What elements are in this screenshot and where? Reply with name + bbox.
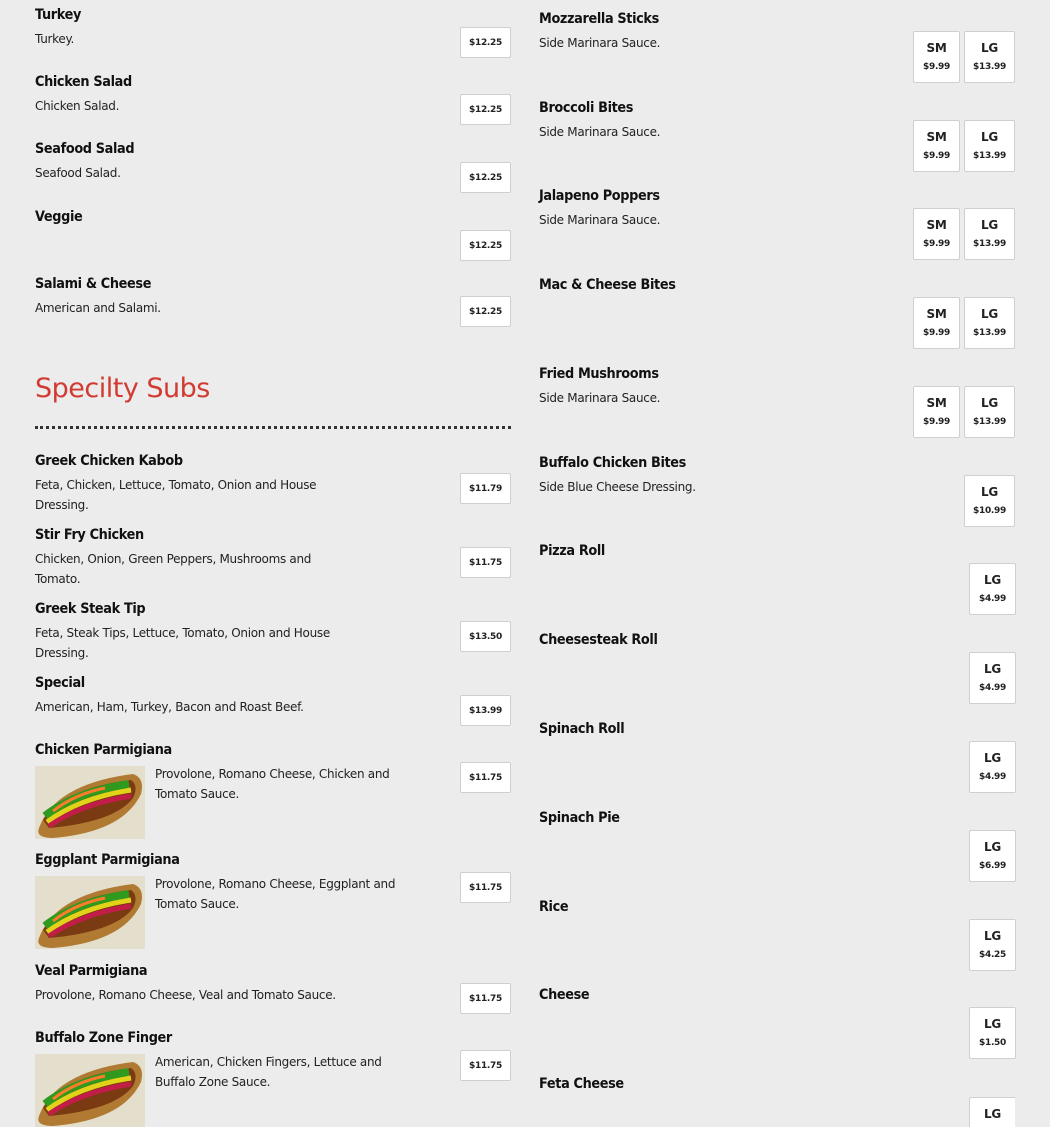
size-price: $9.99 (923, 328, 950, 338)
item-title: Greek Chicken Kabob (35, 453, 183, 469)
item-description: Provolone, Romano Cheese, Chicken and Tomato Sauce. (155, 767, 390, 801)
size-label: LG (984, 1017, 1001, 1031)
item-title: Veal Parmigiana (35, 963, 148, 979)
menu-item-turkey[interactable] (35, 7, 511, 67)
item-description: Chicken Salad. (35, 99, 120, 113)
item-title: Cheese (539, 987, 590, 1003)
item-title: Veggie (35, 209, 83, 225)
menu-item-chicken-salad[interactable] (35, 74, 511, 134)
size-label: SM (926, 130, 947, 144)
price-button[interactable]: $13.50 (460, 621, 511, 652)
item-title: Jalapeno Poppers (539, 188, 660, 204)
price-button[interactable]: $12.25 (460, 162, 511, 193)
size-large-button[interactable] (969, 1007, 1016, 1059)
item-title: Greek Steak Tip (35, 601, 146, 617)
item-description: Side Marinara Sauce. (539, 213, 661, 227)
size-large-button[interactable] (964, 386, 1015, 438)
menu-item-greek-steak-tip[interactable] (35, 601, 511, 667)
size-large-button[interactable] (964, 120, 1015, 172)
size-large-button[interactable] (969, 652, 1016, 704)
item-title: Pizza Roll (539, 543, 605, 559)
item-title: Stir Fry Chicken (35, 527, 144, 543)
size-large-button[interactable] (964, 208, 1015, 260)
menu-item-pizza-roll[interactable] (539, 543, 1015, 627)
size-price: $4.99 (979, 594, 1006, 604)
size-label: LG (981, 41, 998, 55)
size-large-button[interactable] (969, 741, 1016, 793)
menu-item-seafood-salad[interactable] (35, 141, 511, 201)
price-button[interactable]: $11.79 (460, 473, 511, 504)
item-title: Buffalo Chicken Bites (539, 455, 686, 471)
item-title: Chicken Parmigiana (35, 742, 172, 758)
menu-item-stir-fry-chicken[interactable] (35, 527, 511, 593)
size-price: $9.99 (923, 417, 950, 427)
price-button[interactable]: $11.75 (460, 547, 511, 578)
item-description: American, Ham, Turkey, Bacon and Roast Beef. (35, 700, 304, 714)
size-label: SM (926, 41, 947, 55)
size-price: $10.99 (973, 506, 1006, 516)
size-label: LG (984, 751, 1001, 765)
size-price: $4.99 (979, 772, 1006, 782)
size-small-button[interactable] (913, 120, 960, 172)
size-large-button[interactable] (969, 830, 1016, 882)
menu-item-cheese[interactable] (539, 987, 1015, 1071)
price-button[interactable]: $11.75 (460, 762, 511, 793)
item-title: Fried Mushrooms (539, 366, 659, 382)
size-small-button[interactable] (913, 31, 960, 83)
size-label: LG (984, 840, 1001, 854)
item-title: Eggplant Parmigiana (35, 852, 180, 868)
section-divider (35, 426, 511, 429)
item-description: American, Chicken Fingers, Lettuce and Buffalo Zone Sauce. (155, 1055, 382, 1089)
price-button[interactable]: $11.75 (460, 983, 511, 1014)
size-label: LG (981, 485, 998, 499)
size-small-button[interactable] (913, 297, 960, 349)
section-title-specialty-subs: Specilty Subs (35, 373, 210, 404)
menu-item-spinach-roll[interactable] (539, 721, 1015, 805)
size-label: LG (984, 662, 1001, 676)
item-title: Chicken Salad (35, 74, 132, 90)
size-price: $13.99 (973, 417, 1006, 427)
menu-item-jalapeno-poppers[interactable] (539, 188, 1015, 272)
item-title: Special (35, 675, 85, 691)
menu-item-salami-cheese[interactable] (35, 276, 511, 336)
price-button[interactable]: $11.75 (460, 1050, 511, 1081)
item-title: Cheesesteak Roll (539, 632, 658, 648)
size-price: $1.50 (979, 1038, 1006, 1048)
item-title: Spinach Pie (539, 810, 620, 826)
menu-item-special[interactable] (35, 675, 511, 735)
size-small-button[interactable] (913, 208, 960, 260)
size-label: LG (981, 307, 998, 321)
size-large-button[interactable] (969, 1097, 1015, 1127)
price-button[interactable]: $12.25 (460, 94, 511, 125)
size-label: SM (926, 396, 947, 410)
item-description: Feta, Steak Tips, Lettuce, Tomato, Onion and House Dressing. (35, 626, 330, 660)
size-price: $13.99 (973, 328, 1006, 338)
size-label: LG (984, 1107, 1001, 1121)
size-price: $13.99 (973, 239, 1006, 249)
size-large-button[interactable] (964, 475, 1015, 527)
item-title: Rice (539, 899, 569, 915)
sub-sandwich-icon (35, 1054, 145, 1127)
size-price: $9.99 (923, 239, 950, 249)
item-description: Chicken, Onion, Green Peppers, Mushrooms and Tomato. (35, 552, 312, 586)
menu-item-buffalo-zone-finger[interactable] (35, 1030, 511, 1127)
menu-item-fried-mushrooms[interactable] (539, 366, 1015, 450)
item-title: Mozzarella Sticks (539, 11, 659, 27)
sub-sandwich-icon (35, 766, 145, 839)
menu-item-eggplant-parmigiana[interactable] (35, 852, 511, 957)
size-large-button[interactable] (969, 919, 1016, 971)
menu-item-veggie[interactable] (35, 209, 511, 269)
item-description: Side Marinara Sauce. (539, 125, 661, 139)
size-small-button[interactable] (913, 386, 960, 438)
price-button[interactable]: $12.25 (460, 230, 511, 261)
menu-item-cheesesteak-roll[interactable] (539, 632, 1015, 716)
size-label: SM (926, 307, 947, 321)
size-label: LG (981, 130, 998, 144)
item-description: American and Salami. (35, 301, 161, 315)
menu-item-spinach-pie[interactable] (539, 810, 1015, 894)
item-description: Feta, Chicken, Lettuce, Tomato, Onion and House Dressing. (35, 478, 317, 512)
item-title: Salami & Cheese (35, 276, 152, 292)
item-description: Side Marinara Sauce. (539, 391, 661, 405)
size-large-button[interactable] (969, 563, 1016, 615)
menu-item-veal-parmigiana[interactable] (35, 963, 511, 1023)
size-price: $13.99 (973, 62, 1006, 72)
size-label: LG (981, 218, 998, 232)
menu-item-rice[interactable] (539, 899, 1015, 983)
item-title: Broccoli Bites (539, 100, 634, 116)
size-price: $13.99 (973, 151, 1006, 161)
size-label: LG (984, 573, 1001, 587)
item-title: Feta Cheese (539, 1076, 624, 1092)
size-label: LG (984, 929, 1001, 943)
menu-item-greek-chicken-kabob[interactable] (35, 453, 511, 519)
price-button[interactable]: $13.99 (460, 695, 511, 726)
item-title: Buffalo Zone Finger (35, 1030, 172, 1046)
menu-item-mozzarella-sticks[interactable] (539, 11, 1015, 95)
size-large-button[interactable] (964, 297, 1015, 349)
price-button[interactable]: $11.75 (460, 872, 511, 903)
item-title: Mac & Cheese Bites (539, 277, 676, 293)
size-price: $6.99 (979, 861, 1006, 871)
menu-item-buffalo-chicken-bites[interactable] (539, 455, 1015, 539)
size-large-button[interactable] (964, 31, 1015, 83)
item-description: Provolone, Romano Cheese, Veal and Tomato Sauce. (35, 988, 336, 1002)
size-price: $4.25 (979, 950, 1006, 960)
price-button[interactable]: $12.25 (460, 27, 511, 58)
menu-item-feta-cheese[interactable] (539, 1076, 1015, 1127)
item-description: Seafood Salad. (35, 166, 121, 180)
price-button[interactable]: $12.25 (460, 296, 511, 327)
size-label: SM (926, 218, 947, 232)
item-description: Side Blue Cheese Dressing. (539, 480, 696, 494)
item-description: Turkey. (35, 32, 75, 46)
size-label: LG (981, 396, 998, 410)
size-price: $9.99 (923, 151, 950, 161)
item-title: Spinach Roll (539, 721, 625, 737)
sub-sandwich-icon (35, 876, 145, 949)
menu-item-chicken-parmigiana[interactable] (35, 742, 511, 847)
item-title: Seafood Salad (35, 141, 135, 157)
item-description: Provolone, Romano Cheese, Eggplant and Tomato Sauce. (155, 877, 396, 911)
size-price: $9.99 (923, 62, 950, 72)
menu-item-mac-cheese-bites[interactable] (539, 277, 1015, 361)
item-description: Side Marinara Sauce. (539, 36, 661, 50)
menu-item-broccoli-bites[interactable] (539, 100, 1015, 184)
item-title: Turkey (35, 7, 82, 23)
size-price: $4.99 (979, 683, 1006, 693)
